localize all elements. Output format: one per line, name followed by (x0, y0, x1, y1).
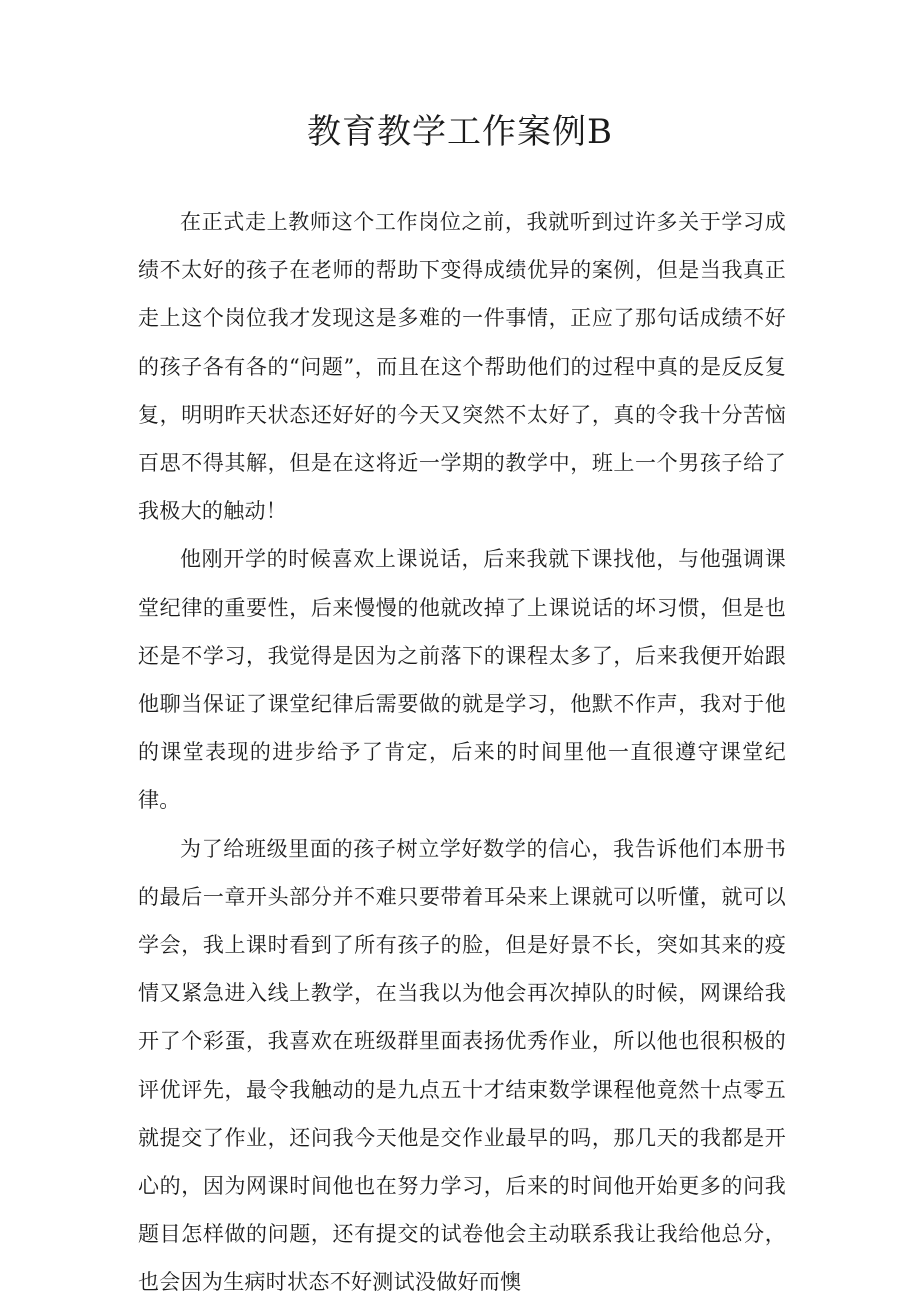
paragraph-3: 为了给班级里面的孩子树立学好数学的信心，我告诉他们本册书的最后一章开头部分并不难只要带着耳朵来上课就可以听懂，就可以学会，我上课时看到了所有孩子的脸，但是好景不长，突如其来的疫情又紧急进入线上教学，在当我以为他会再次掉队的时候，网课给我开了个彩蛋，我喜欢在班级群里面表扬优秀作业，所以他也很积极的评优评先，最令我触动的是九点五十才结束数学课程他竟然十点零五就提交了作业，还问我今天他是交作业最早的吗，那几天的我都是开心的，因为网课时间他也在努力学习，后来的时间他开始更多的问我题目怎样做的问题，还有提交的试卷他会主动联系我让我给他总分，也会因为生病时状态不好测试没做好而懊 (138, 836, 786, 1295)
page-title: 教育教学工作案例B (307, 112, 613, 152)
document-body (138, 198, 786, 1307)
paragraph-2: 他刚开学的时候喜欢上课说话，后来我就下课找他，与他强调课堂纪律的重要性，后来慢慢的他就改掉了上课说话的坏习惯，但是也还是不学习，我觉得是因为之前落下的课程太多了，后来我便开始跟他聊当保证了课堂纪律后需要做的就是学习，他默不作声，我对于他的课堂表现的进步给予了肯定，后来的时间里他一直很遵守课堂纪律。 (138, 547, 786, 813)
paragraph-1: 在正式走上教师这个工作岗位之前，我就听到过许多关于学习成绩不太好的孩子在老师的帮助下变得成绩优异的案例，但是当我真正走上这个岗位我才发现这是多难的一件事情，正应了那句话成绩不好的孩子各有各的“问题”，而且在这个帮助他们的过程中真的是反反复复，明明昨天状态还好好的今天又突然不太好了，真的令我十分苦恼百思不得其解，但是在这将近一学期的教学中，班上一个男孩子给了我极大的触动！ (138, 210, 786, 524)
